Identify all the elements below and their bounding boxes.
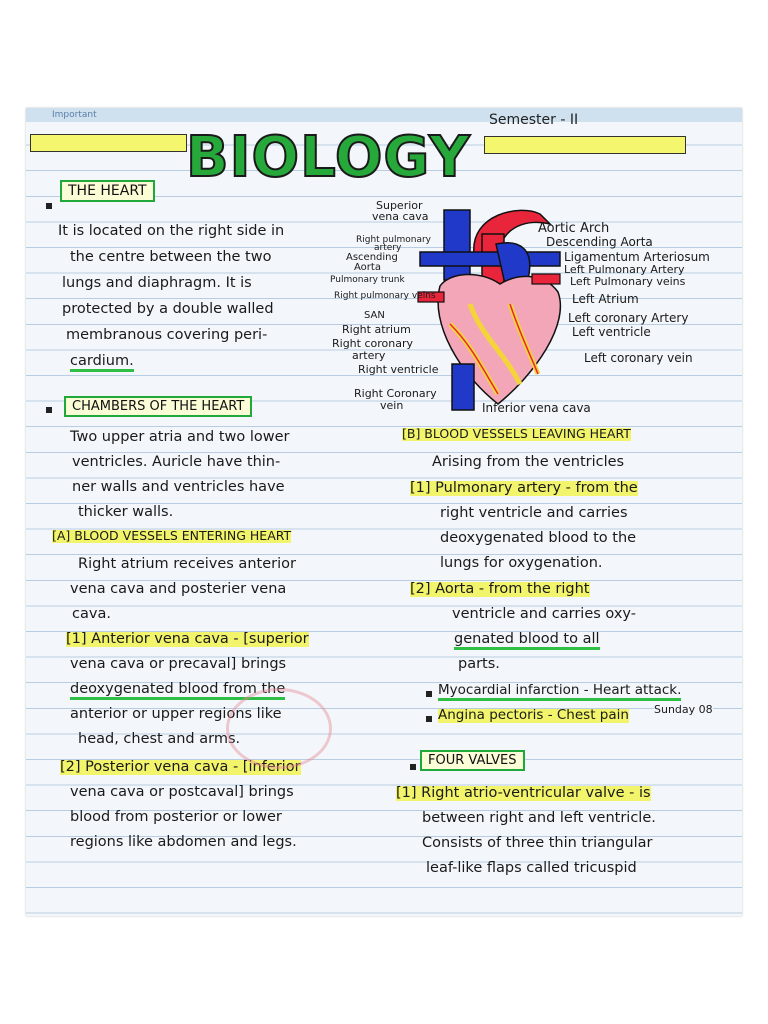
label-artery-2: artery (352, 349, 386, 362)
notebook-page (26, 108, 742, 916)
fact-myocardial: Myocardial infarction - Heart attack. (438, 684, 681, 701)
aorta-line-2: ventricle and carries oxy- (452, 606, 636, 622)
label-right-pulmonary: Right pulmonary (356, 235, 431, 245)
bullet (46, 407, 52, 413)
fact-angina: Angina pectoris - Chest pain (438, 707, 629, 723)
left-pulmonary-vein-shape (532, 274, 560, 284)
inferior-vena-cava-shape (452, 364, 474, 410)
important-label: Important (52, 110, 97, 120)
pulmonary-line-4: lungs for oxygenation. (440, 555, 603, 571)
posterior-line-4: regions like abdomen and legs. (70, 834, 297, 850)
label-left-pulm-artery: Left Pulmonary Artery (564, 263, 685, 276)
page-top-strip (26, 108, 742, 122)
label-right-coronary: Right coronary (332, 337, 413, 350)
superior-vena-cava-shape (444, 210, 470, 280)
left-highlight-bar (30, 134, 187, 152)
label-ascending: Ascending (346, 252, 398, 263)
label-left-ventricle: Left ventricle (572, 325, 651, 339)
aorta-line-3: genated blood to all (454, 632, 600, 650)
chambers-line-4: thicker walls. (78, 504, 174, 520)
chambers-line-1: Two upper atria and two lower (70, 429, 290, 445)
anterior-line-3: deoxygenated blood from the (70, 682, 285, 700)
anterior-line-1: [1] Anterior vena cava - [superior (66, 631, 309, 647)
label-left-pulm-veins: Left Pulmonary veins (570, 275, 686, 288)
valves-line-3: Consists of three thin triangular (422, 835, 653, 851)
pulmonary-line-1: [1] Pulmonary artery - from the (410, 480, 638, 496)
posterior-line-1: [2] Posterior vena cava - [inferior (60, 759, 301, 775)
label-right-pulm-veins: Right pulmonary veins (334, 291, 436, 301)
anterior-line-5: head, chest and arms. (78, 731, 241, 747)
label-pulmonary-trunk: Pulmonary trunk (330, 275, 405, 285)
valves-line-1: [1] Right atrio-ventricular valve - is (396, 785, 651, 801)
label-right-ventricle: Right ventricle (358, 363, 439, 376)
leaving-heading: [B] BLOOD VESSELS LEAVING HEART (402, 426, 631, 441)
label-right-atrium: Right atrium (342, 323, 411, 336)
heart-line-5: membranous covering peri- (66, 327, 268, 343)
label-vein: vein (380, 399, 404, 412)
leaving-line-1: Arising from the ventricles (432, 454, 625, 470)
label-artery: artery (374, 243, 402, 253)
semester-label: Semester - II (489, 112, 579, 128)
pulmonary-line-2: right ventricle and carries (440, 505, 628, 521)
pulmonary-line-3: deoxygenated blood to the (440, 530, 637, 546)
aorta-line-1: [2] Aorta - from the right (410, 581, 590, 597)
page-title: BIOLOGY (186, 125, 471, 190)
heart-line-3: lungs and diaphragm. It is (62, 275, 252, 291)
chambers-heading: CHAMBERS OF THE HEART (64, 396, 252, 417)
bullet (426, 691, 432, 697)
anterior-line-4: anterior or upper regions like (70, 706, 282, 722)
label-superior: Superior (376, 199, 423, 212)
faded-stamp (226, 688, 332, 769)
label-aorta: Aorta (354, 262, 381, 273)
heart-line-6: cardium. (70, 354, 134, 372)
label-vena-cava: vena cava (372, 210, 429, 223)
label-inferior-vena-cava: Inferior vena cava (482, 401, 591, 415)
right-highlight-bar (484, 136, 686, 154)
heart-heading: THE HEART (60, 180, 155, 202)
date-stamp: Sunday 08 (654, 703, 713, 716)
pulmonary-artery-shape (420, 252, 560, 266)
chambers-line-3: ner walls and ventricles have (72, 479, 285, 495)
bullet (410, 764, 416, 770)
label-left-atrium: Left Atrium (572, 292, 639, 306)
entering-heading: [A] BLOOD VESSELS ENTERING HEART (52, 528, 292, 543)
aorta-line-4: parts. (458, 656, 500, 672)
heart-line-1: It is located on the right side in (58, 223, 285, 239)
entering-line-2: vena cava and posterier vena (70, 581, 287, 597)
heart-line-4: protected by a double walled (62, 301, 274, 317)
valves-heading: FOUR VALVES (420, 750, 525, 771)
entering-line-3: cava. (72, 606, 111, 622)
posterior-line-3: blood from posterior or lower (70, 809, 282, 825)
valves-line-4: leaf-like flaps called tricuspid (426, 860, 637, 876)
label-left-coronary-artery: Left coronary Artery (568, 311, 689, 325)
label-aortic-arch: Aortic Arch (538, 221, 610, 236)
valves-line-2: between right and left ventricle. (422, 810, 656, 826)
label-right-coronary-vein: Right Coronary (354, 387, 437, 400)
chambers-line-2: ventricles. Auricle have thin- (72, 454, 281, 470)
label-san: SAN (364, 310, 385, 321)
label-descending-aorta: Descending Aorta (546, 235, 653, 249)
anterior-line-2: vena cava or precaval] brings (70, 656, 287, 672)
bullet (426, 716, 432, 722)
bullet (46, 203, 52, 209)
heart-line-2: the centre between the two (70, 249, 272, 265)
posterior-line-2: vena cava or postcaval] brings (70, 784, 294, 800)
label-ligamentum: Ligamentum Arteriosum (564, 250, 710, 264)
entering-line-1: Right atrium receives anterior (78, 556, 296, 572)
label-left-coronary-vein: Left coronary vein (584, 351, 693, 365)
